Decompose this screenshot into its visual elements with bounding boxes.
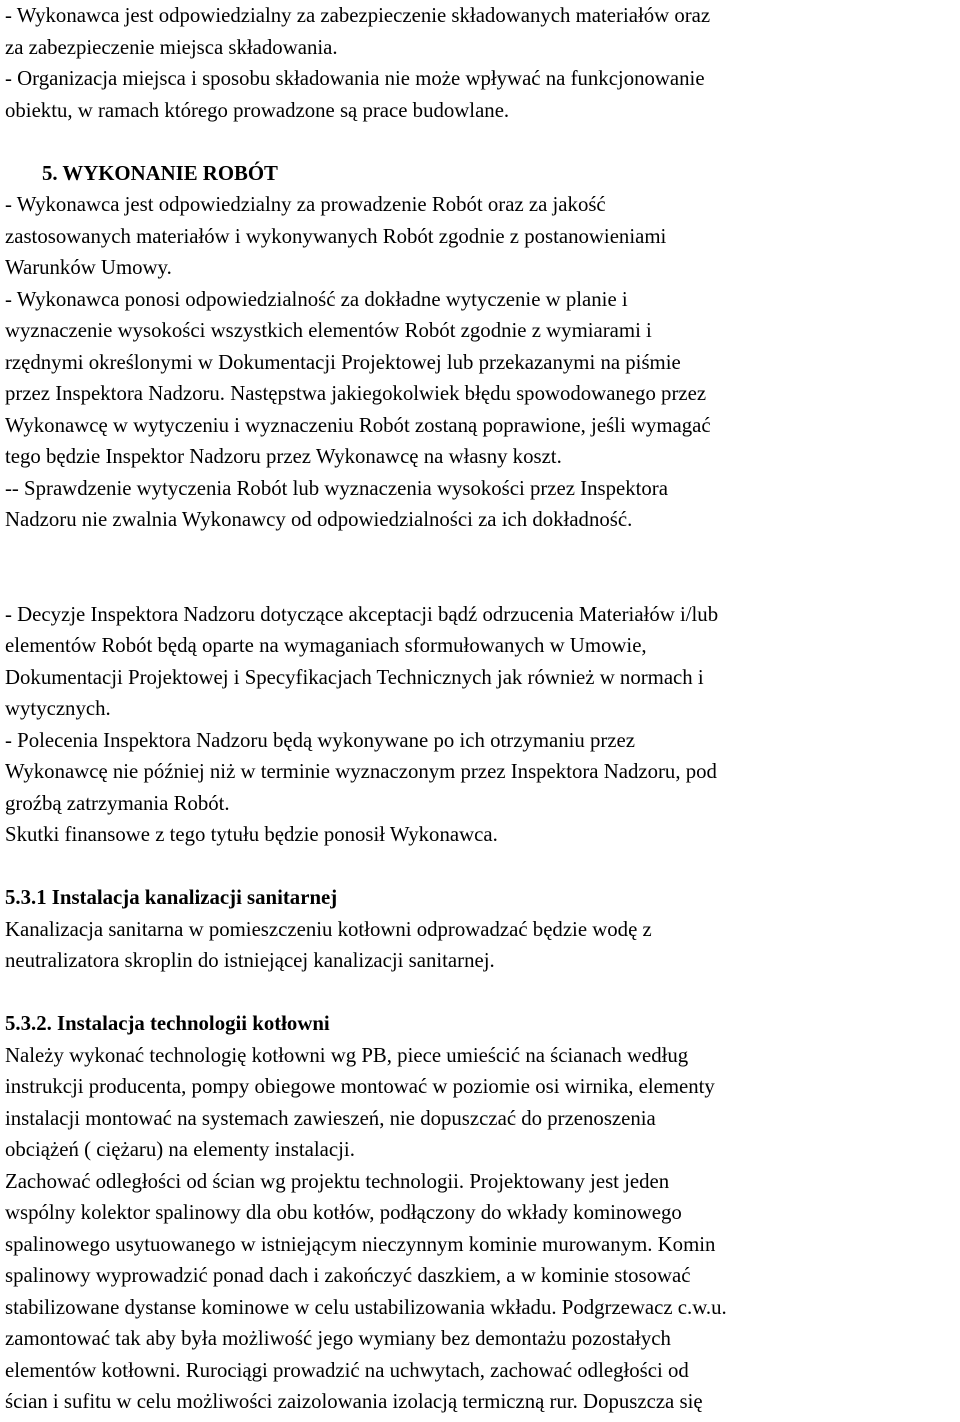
text-line: spalinowego usytuowanego w istniejącym nieczynnym kominie murowanym. Komin: [5, 1232, 716, 1256]
paragraph-gap: [5, 567, 957, 599]
text-line: neutralizatora skroplin do istniejącej kanalizacji sanitarnej.: [5, 949, 495, 972]
section-5: [5, 158, 957, 536]
section-heading: 5. WYKONANIE ROBÓT: [42, 161, 278, 185]
decisions-block: [5, 599, 957, 851]
paragraph-gap: [5, 977, 957, 1009]
text-line: elementów kotłowni. Rurociągi prowadzić na uchwytach, zachować odległości od: [5, 1358, 689, 1382]
text-line: ścian i sufitu w celu możliwości zaizolowania izolacją termiczną rur. Dopuszcza się: [5, 1390, 703, 1413]
text-line: - Wykonawca jest odpowiedzialny za prowadzenie Robót oraz za jakość: [5, 193, 606, 216]
intro-block: [5, 0, 957, 126]
text-line: przez Inspektora Nadzoru. Następstwa jakiegokolwiek błędu spowodowanego przez: [5, 382, 707, 405]
text-line: obiektu, w ramach którego prowadzone są prace budowlane.: [5, 98, 510, 122]
text-line: Warunków Umowy.: [5, 256, 172, 279]
paragraph-gap: [5, 851, 957, 883]
text-line: obciążeń ( ciężaru) na elementy instalacji.: [5, 1138, 355, 1161]
text-line: Należy wykonać technologię kotłowni wg PB, piece umieścić na ścianach według: [5, 1043, 689, 1067]
text-line: wytycznych.: [5, 697, 111, 720]
text-line: -- Sprawdzenie wytyczenia Robót lub wyznaczenia wysokości przez Inspektora: [5, 476, 668, 500]
text-line: - Wykonawca jest odpowiedzialny za zabezpieczenie składowanych materiałów oraz: [5, 4, 711, 27]
text-line: Dokumentacji Projektowej i Specyfikacjach Technicznych jak również w normach i: [5, 665, 704, 689]
text-line: - Polecenia Inspektora Nadzoru będą wykonywane po ich otrzymaniu przez: [5, 728, 636, 752]
text-line: groźbą zatrzymania Robót.: [5, 791, 230, 815]
section-5-3-1: [5, 882, 957, 977]
text-line: zamontować tak aby była możliwość jego wymiany bez demontażu pozostałych: [5, 1327, 671, 1350]
paragraph-gap: [5, 536, 957, 568]
text-line: rzędnymi określonymi w Dokumentacji Projektowej lub przekazanymi na piśmie: [5, 350, 681, 374]
text-line: - Organizacja miejsca i sposobu składowania nie może wpływać na funkcjonowanie: [5, 67, 705, 90]
text-line: Nadzoru nie zwalnia Wykonawcy od odpowiedzialności za ich dokładność.: [5, 508, 633, 531]
text-line: wspólny kolektor spalinowy dla obu kotłów, podłączony do wkłady kominowego: [5, 1201, 682, 1224]
paragraph-gap: [5, 126, 957, 158]
text-line: Skutki finansowe z tego tytułu będzie ponosił Wykonawca.: [5, 823, 498, 846]
text-line: tego będzie Inspektor Nadzoru przez Wykonawcę na własny koszt.: [5, 445, 562, 468]
section-heading: 5.3.2. Instalacja technologii kotłowni: [5, 1012, 330, 1035]
section-heading: 5.3.1 Instalacja kanalizacji sanitarnej: [5, 886, 338, 909]
text-line: spalinowy wyprowadzić ponad dach i zakończyć daszkiem, a w kominie stosować: [5, 1264, 691, 1287]
text-line: elementów Robót będą oparte na wymaganiach sformułowanych w Umowie,: [5, 634, 647, 657]
section-5-3-2: [5, 1008, 957, 1418]
text-line: - Wykonawca ponosi odpowiedzialność za dokładne wytyczenie w planie i: [5, 287, 628, 311]
text-line: Wykonawcę w wytyczeniu i wyznaczeniu Robót zostaną poprawione, jeśli wymagać: [5, 413, 711, 437]
text-line: wyznaczenie wysokości wszystkich elementów Robót zgodnie z wymiarami i: [5, 319, 652, 342]
text-line: za zabezpieczenie miejsca składowania.: [5, 35, 338, 59]
text-line: - Decyzje Inspektora Nadzoru dotyczące akceptacji bądź odrzucenia Materiałów i/lub: [5, 602, 719, 626]
text-line: stabilizowane dystanse kominowe w celu ustabilizowania wkładu. Podgrzewacz c.w.u.: [5, 1295, 727, 1319]
text-line: instalacji montować na systemach zawieszeń, nie dopuszczać do przenoszenia: [5, 1106, 656, 1130]
text-line: Kanalizacja sanitarna w pomieszczeniu kotłowni odprowadzać będzie wodę z: [5, 917, 652, 941]
text-line: zastosowanych materiałów i wykonywanych Robót zgodnie z postanowieniami: [5, 224, 667, 248]
document-page: [5, 0, 957, 1418]
text-line: Wykonawcę nie później niż w terminie wyznaczonym przez Inspektora Nadzoru, pod: [5, 760, 717, 783]
text-line: Zachować odległości od ścian wg projektu technologii. Projektowany jest jeden: [5, 1169, 670, 1193]
text-line: instrukcji producenta, pompy obiegowe montować w poziomie osi wirnika, elementy: [5, 1075, 715, 1098]
